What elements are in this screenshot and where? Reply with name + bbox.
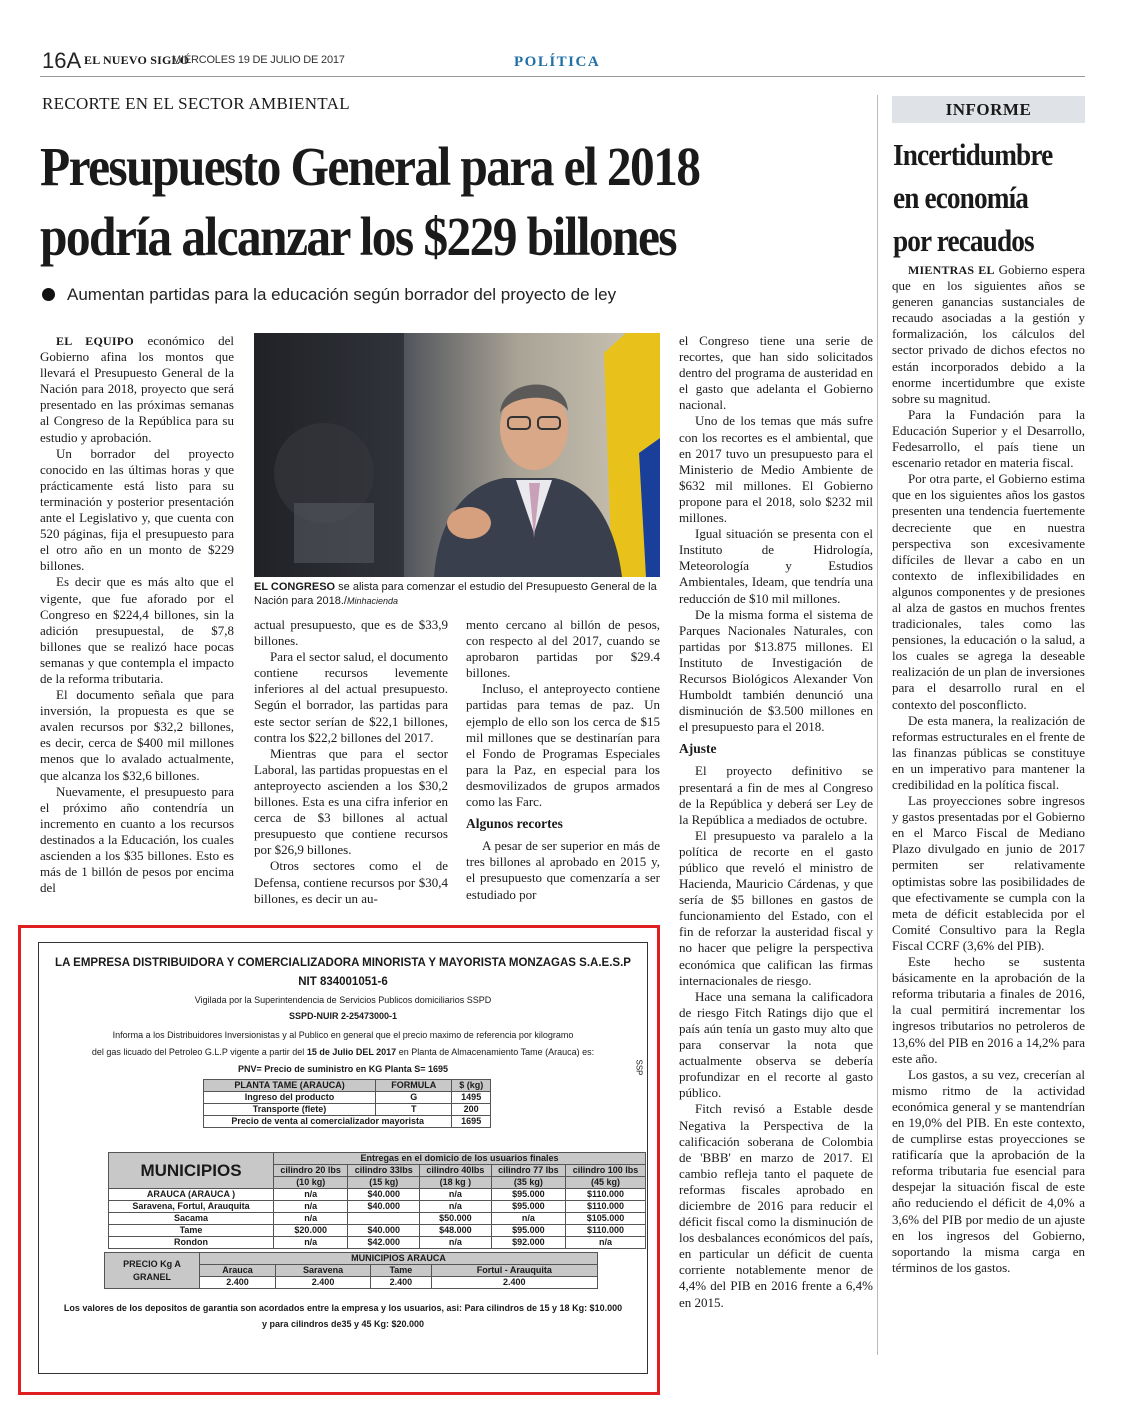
cell: Sacama: [109, 1213, 274, 1225]
cell: $40.000: [348, 1201, 420, 1213]
article-headline: [40, 132, 787, 272]
cell: n/a: [274, 1201, 348, 1213]
photo-illustration: [254, 333, 660, 577]
ad-title: LA EMPRESA DISTRIBUIDORA Y COMERCIALIZADORA MINORISTA Y MAYORISTA MONZAGAS S.A.E.S.P: [55, 957, 631, 969]
cell: n/a: [491, 1213, 565, 1225]
table-row: [109, 1201, 646, 1213]
bullet-icon: [42, 288, 55, 301]
cell: n/a: [420, 1201, 492, 1213]
cell: n/a: [420, 1189, 492, 1201]
cell: $95.000: [491, 1225, 565, 1237]
article-kicker: RECORTE EN EL SECTOR AMBIENTAL: [42, 94, 350, 113]
cell: $110.000: [566, 1225, 646, 1237]
subhead-text: Aumentan partidas para la educación según borrador del proyecto de ley: [67, 285, 617, 304]
page-number: 16A: [42, 48, 82, 73]
paragraph: Nuevamente, el presupuesto para el próximo año contendría un incremento en cuanto a los recursos destinados a la Educación, los cuales ascienden a los $35 billones. Esto es más de 1 billón de pesos por encima del: [40, 783, 234, 896]
table-header: (15 kg): [348, 1177, 420, 1189]
cell: 2.400: [431, 1277, 597, 1289]
cell: G: [376, 1092, 452, 1104]
cell: $40.000: [348, 1225, 420, 1237]
cell: ARAUCA (ARAUCA ): [109, 1189, 274, 1201]
cell: 2.400: [371, 1277, 431, 1289]
paragraph: El documento señala que para inversión, la propuesta es que se avalen recursos por $32,2 billones, es decir, cerca de $400 mil millones menos que lo avalado actualmente, que alcanza los $32,6 billones.: [40, 687, 234, 783]
cell: $50.000: [420, 1213, 492, 1225]
ad-info-line-2: [40, 1047, 646, 1057]
table-header: (45 kg): [566, 1177, 646, 1189]
paragraph: A pesar de ser superior en más de tres billones al aprobado en 2015 y, el presupuesto que comenzaría a ser estudiado por: [466, 838, 660, 902]
ad-nuir: SSPD-NUIR 2-25473000-1: [288, 1011, 398, 1021]
headline-line-2: podría alcanzar los $229 billones: [40, 206, 676, 267]
cell: 2.400: [200, 1277, 276, 1289]
sidebar-headline-line: por recaudos: [893, 223, 1034, 258]
table-header: PLANTA TAME (ARAUCA): [204, 1080, 376, 1092]
paragraph: Incluso, el anteproyecto contiene partidas para temas de paz. Un ejemplo de ello son los cerca de $15 mil millones que se destinarían para el Fondo de Programas Especiales para la Paz, en especial para los desmovilizados de grupos armados como las Farc.: [466, 681, 660, 810]
sidebar-column: [892, 262, 1085, 1357]
table-row: [109, 1237, 646, 1249]
paragraph: Para el sector salud, el documento contiene recursos levemente inferiores al del actual presupuesto. Según el borrador, las partidas para este sector serían de $22,1 billones, contra los $22,2 billones del 2017.: [254, 649, 448, 745]
sidebar-headline-line: en economía: [893, 180, 1029, 215]
paragraph: Las proyecciones sobre ingresos y gastos presentadas por el Gobierno en el Marco Fiscal de Mediano Plazo divulgado en junio de 2017 permiten ser relativamente optimistas sobre las posibilidades de que efectivamente se cumpla con la meta de déficit establecida por el Comité Consultivo para la Regla Fiscal CCRF (3,6% del PIB).: [892, 793, 1085, 953]
table-header: (10 kg): [274, 1177, 348, 1189]
cell: $110.000: [566, 1189, 646, 1201]
ad-info-line-1: Informa a los Distribuidores Inversionistas y al Publico en general que el precio maximo de referencia por kilogramo: [112, 1030, 574, 1040]
section-label: POLÍTICA: [514, 54, 601, 70]
cell: 2.400: [275, 1277, 370, 1289]
paragraph: Uno de los temas que más sufre con los recortes es el ambiental, que en 2017 tuvo un presupuesto para el Ministerio de Medio Ambiente de $632 mil millones. El Gobierno propone para el 2018, solo $232 mil millones.: [679, 413, 873, 526]
table-header: (18 kg ): [420, 1177, 492, 1189]
informe-label: INFORME: [892, 96, 1085, 123]
table-header: cilindro 33lbs: [348, 1165, 420, 1177]
granel-label-line: GRANEL: [133, 1271, 171, 1282]
paragraph: Este hecho se sustenta básicamente en la aprobación de la reforma tributaria a finales de 2016, la cual permitirá incrementar los ingresos tributarios no petroleros de 13,6% del PIB en 2016 a 14,2% para este año.: [892, 954, 1085, 1066]
granel-table: [104, 1252, 598, 1289]
lead-in: MIENTRAS EL: [908, 263, 995, 277]
photo-credit: Minhacienda: [346, 596, 398, 606]
cell: $110.000: [566, 1201, 646, 1213]
table-row: [204, 1104, 491, 1116]
planta-table: [203, 1079, 491, 1128]
cell: $105.000: [566, 1213, 646, 1225]
cell: T: [376, 1104, 452, 1116]
paragraph: Para la Fundación para la Educación Superior y el Desarrollo, Fedesarrollo, el país tiene un escenario retador en materia fiscal.: [892, 406, 1085, 471]
table-row: [204, 1116, 491, 1128]
newspaper-name: EL NUEVO SIGLO: [84, 53, 190, 67]
paragraph: Gobierno espera que en los siguientes años se generen ganancias sustanciales de recaudo asociadas a la gestión y formalización, los cálculos del sector privado de dichos efectos no están incorporados debido a la enorme incertidumbre que existe sobre su magnitud.: [892, 262, 1085, 406]
lead-in: EL EQUIPO: [56, 334, 134, 348]
cell: $95.000: [491, 1189, 565, 1201]
article-column-1: [40, 333, 234, 923]
cell: Transporte (flete): [204, 1104, 376, 1116]
effective-date: 15 de Julio DEL 2017: [306, 1047, 397, 1057]
info-text: en Planta de Almacenamiento Tame (Arauca) es:: [396, 1047, 595, 1057]
cell: Tame: [109, 1225, 274, 1237]
paragraph: El presupuesto va paralelo a la política de recorte en el gasto público que reveló el ministro de Hacienda, Mauricio Cárdenas, y que sería de $5 billones en gastos de funcionamiento del Estado, con el fin de reforzar la austeridad fiscal y no hacer que peligre la perspectiva económica que califican las firmas internacionales de riesgo.: [679, 827, 873, 988]
cell: n/a: [420, 1237, 492, 1249]
table-header: cilindro 77 lbs: [491, 1165, 565, 1177]
header-rule: [40, 76, 1085, 77]
ad-nit: NIT 834001051-6: [298, 976, 388, 988]
info-text: del gas licuado del Petroleo G.L.P vigente a partir del: [91, 1047, 307, 1057]
ad-footer-line-1: Los valores de los depositos de garantia son acordados entre la empresa y los usuarios, asi: Para cilindros de 15 y 18 Kg: $10.000: [63, 1303, 623, 1313]
table-row: [109, 1213, 646, 1225]
table-group-header: MUNICIPIOS ARAUCA: [200, 1253, 598, 1265]
cell: Precio de venta al comercializador mayorista: [204, 1116, 452, 1128]
paragraph: De esta manera, la realización de reformas estructurales en el frente de las finanzas públicas se constituye en un imperativo para mantener la credibilidad en la política fiscal.: [892, 712, 1085, 792]
paragraph: Otros sectores como el de Defensa, contiene recursos por $30,4 billones, es decir un au-: [254, 858, 448, 906]
column-divider: [877, 95, 878, 1355]
table-header: Tame: [371, 1265, 431, 1277]
cell: n/a: [274, 1189, 348, 1201]
paragraph: Mientras que para el sector Laboral, las partidas propuestas en el anteproyecto ascienden a los $30,2 billones. Esta es una cifra inferior en cerca de $3 billones al actual presupuesto que contiene recursos por $26,9 billones.: [254, 745, 448, 858]
article-column-3: [466, 617, 660, 923]
sidebar-headline: [893, 133, 1069, 262]
cell: Rondon: [109, 1237, 274, 1249]
granel-label: [105, 1253, 200, 1289]
table-header: cilindro 20 lbs: [274, 1165, 348, 1177]
subheading: Algunos recortes: [466, 816, 563, 832]
cell: $40.000: [348, 1189, 420, 1201]
ad-vigilada: Vigilada por la Superintendencia de Servicios Publicos domiciliarios SSPD: [194, 995, 492, 1005]
table-header: Fortul - Arauquita: [431, 1265, 597, 1277]
sidebar-headline-line: Incertidumbre: [893, 137, 1053, 172]
paragraph: Es decir que es más alto que el vigente, que fue aforado por el Congreso en $224,4 billones, sin la adición presupuestal, de $7,8 billones que se realizó hace pocas semanas y que contempla el impacto de la reforma tributaria.: [40, 574, 234, 686]
cell: 200: [452, 1104, 491, 1116]
paragraph: mento cercano al billón de pesos, con respecto al del 2017, cuando se aprobaron partidas por $29.4 billones.: [466, 617, 660, 681]
cell: [348, 1213, 420, 1225]
paragraph: Por otra parte, el Gobierno estima que en los siguientes años los gastos presenten una tendencia fuertemente decreciente que en nuestra perspectiva son excesivamente difíciles de llevar a cabo en un contexto de inflexibilidades en algunos componentes y de presiones al alza de gastos en muchos frentes tradicionales, tales como las pensiones, la educación o la salud, a los cuales se agrega la deseable realización de un plan de inversiones para el desarrollo rural en el contexto del posconflicto.: [892, 471, 1085, 712]
cell: $42.000: [348, 1237, 420, 1249]
paragraph: El proyecto definitivo se presentará a fin de mes al Congreso de la República y deberá ser Ley de la República a mediados de octubre.: [679, 763, 873, 827]
cell: n/a: [274, 1213, 348, 1225]
table-row: [204, 1092, 491, 1104]
sspd-logo: SSP: [634, 1059, 644, 1076]
table-group-header: Entregas en el domicio de los usuarios finales: [274, 1153, 646, 1165]
table-row: [109, 1225, 646, 1237]
cell: $92.000: [491, 1237, 565, 1249]
ad-footer-line-2: y para cilindros de35 y 45 Kg: $20.000: [261, 1319, 425, 1329]
cell: n/a: [274, 1237, 348, 1249]
cell: Ingreso del producto: [204, 1092, 376, 1104]
paragraph: económico del Gobierno afina los montos que llevará el Presupuesto General de la Nación para 2018, proyecto que será presentado en las próximas semanas al Congreso de la República para su estudio y aprobación.: [40, 333, 234, 445]
paragraph: Un borrador del proyecto conocido en las últimas horas y que prácticamente está listo para su terminación y posterior presentación ante el Legislativo y, que cuenta con 520 páginas, fija el presupuesto para el otro año en un monto de $229 billones.: [40, 445, 234, 574]
table-header: Saravena: [275, 1265, 370, 1277]
table-header: FORMULA: [376, 1080, 452, 1092]
cell: 1495: [452, 1092, 491, 1104]
article-column-4: [679, 333, 873, 1353]
cell: $20.000: [274, 1225, 348, 1237]
issue-date: MIÉRCOLES 19 DE JULIO DE 2017: [172, 54, 345, 66]
cell: $48.000: [420, 1225, 492, 1237]
municipios-label: MUNICIPIOS: [109, 1153, 274, 1189]
minister-photo: [254, 333, 660, 577]
cell: n/a: [566, 1237, 646, 1249]
table-header: (35 kg): [491, 1177, 565, 1189]
table-header: $ (kg): [452, 1080, 491, 1092]
table-header: Arauca: [200, 1265, 276, 1277]
article-column-2: [254, 617, 448, 923]
article-subhead: [42, 285, 616, 305]
paragraph: Fitch revisó a Estable desde Negativa la Perspectiva de la calificación soberana de Colombia de 'BBB' en marzo de 2017. El cambio refleja tanto el paquete de reformas fiscales aprobado en diciembre de 2016 para reducir el déficit fiscal como la disminución de los desbalances económicos del país, en particular un déficit de cuenta corriente notablemente menor de 4,4% del PIB en 2016 frente a 6,4% en 2015.: [679, 1101, 873, 1310]
cell: $95.000: [491, 1201, 565, 1213]
granel-label-line: PRECIO Kg A: [123, 1258, 181, 1269]
table-row: [109, 1189, 646, 1201]
table-header: cilindro 100 lbs: [566, 1165, 646, 1177]
paragraph: Igual situación se presenta con el Instituto de Hidrología, Meteorología y Estudios Ambientales, Ideam, que tendría una reducción de $10 mil millones.: [679, 526, 873, 606]
paragraph: Los gastos, a su vez, crecerían al mismo ritmo de la actividad económica general y se mantendrían en 19,0% del PIB. En este contexto, de cumplirse estas proyecciones se ratificaría que la aprobación de la reforma tributaria fue esencial para despejar la situación fiscal de este año reduciendo el déficit de 4,0% a 3,6% del PIB por medio de un ajuste en los ingresos del Gobierno, soportando la misma carga en términos de los gastos.: [892, 1066, 1085, 1275]
photo-caption: [254, 580, 664, 608]
paragraph: Hace una semana la calificadora de riesgo Fitch Ratings dijo que el país aún tenía un gasto muy alto que para conservar la nota que actualmente observa se debería profundizar en el recorte al gasto público.: [679, 988, 873, 1101]
cell: Saravena, Fortul, Arauquita: [109, 1201, 274, 1213]
municipios-table: [108, 1152, 646, 1249]
paragraph: De la misma forma el sistema de Parques Nacionales Naturales, con partidas por $13.875 millones. El Instituto de Investigación de Recursos Biológicos Alexander Von Humboldt también denunció una disminución de $3.500 millones en el presupuesto para el 2018.: [679, 606, 873, 735]
caption-text: se alista para comenzar el estudio del Presupuesto General de la Nación para 2018./: [254, 581, 657, 607]
table-header: cilindro 40lbs: [420, 1165, 492, 1177]
paragraph: el Congreso tiene una serie de recortes, que han sido solicitados dentro del programa de austeridad en el gasto que adelanta el Gobierno nacional.: [679, 333, 873, 413]
cell: 1695: [452, 1116, 491, 1128]
ad-pnv: PNV= Precio de suministro en KG Planta S= 1695: [237, 1064, 449, 1074]
paragraph: actual presupuesto, que es de $33,9 billones.: [254, 617, 448, 649]
headline-line-1: Presupuesto General para el 2018: [40, 136, 700, 197]
caption-lead: EL CONGRESO: [254, 581, 336, 593]
subheading: Ajuste: [679, 741, 717, 757]
